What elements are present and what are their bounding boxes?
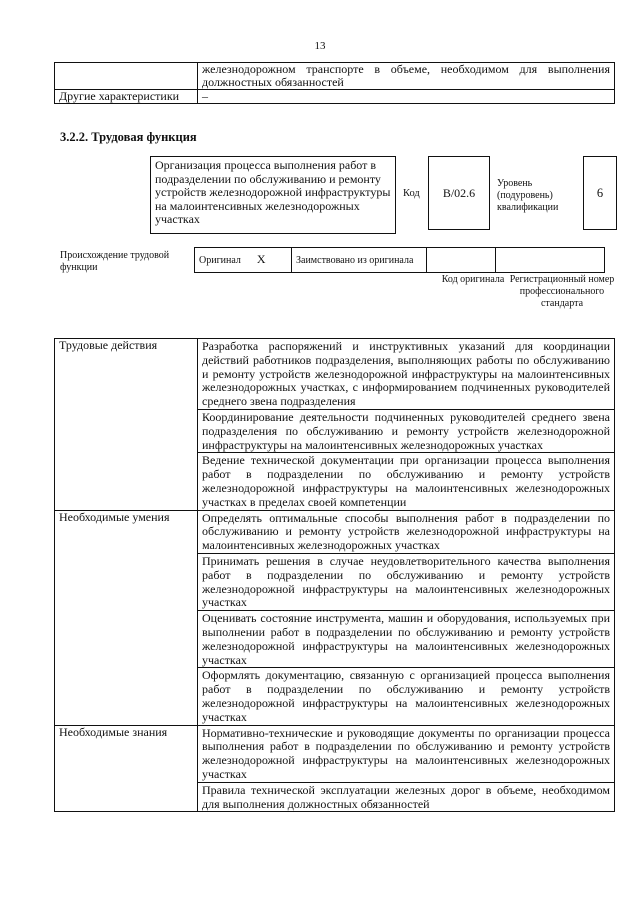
page-number: 13	[314, 40, 326, 52]
section-item: Оформлять документацию, связанную с организацией процесса выполнения работ в подразделении по обслуживанию и ремонту устройств железнодорожной инфраструктуры на малоинтенсивных железнодорожных участках	[198, 668, 615, 725]
section-item: Принимать решения в случае неудовлетворительного качества выполнения работ в подразделении по обслуживанию и ремонту устройств железнодорожной инфраструктуры на малоинтенсивных железнодорожных участках	[198, 553, 615, 610]
section-item: Нормативно-технические и руководящие документы по организации процесса выполнения работ в подразделении по обслуживанию и ремонту устройств железнодорожной инфраструктуры на малоинтенсивных железнодорожных участках	[198, 725, 615, 782]
table-row	[55, 339, 615, 410]
section-item: Ведение технической документации при организации процесса выполнения работ в подразделении по обслуживанию и ремонту устройств железнодорожной инфраструктуры на малоинтенсивных железнодорожных участках в пределах своей компетенции	[198, 453, 615, 510]
section-item: Оценивать состояние инструмента, машин и оборудования, используемых при выполнении работ в подразделении по обслуживанию и ремонту устройств железнодорожной инфраструктуры на малоинтенсивных железнодорожных участках	[198, 611, 615, 668]
registration-number-cell	[496, 248, 605, 273]
section-item: Разработка распоряжений и инструктивных указаний для координации действий работников подразделения, выполняющих работы по обслуживанию и ремонту устройств железнодорожной инфраструктуры на малоинтенсивных железнодорожных участках, с информированием подчиненных руководителей среднего звена подразделения	[198, 339, 615, 410]
original-cell	[195, 248, 292, 273]
caption-original-code: Код оригинала	[441, 274, 505, 285]
function-code: B/02.6	[428, 156, 490, 230]
original-label: Оригинал	[199, 255, 241, 266]
top-table-continued-text: железнодорожном транспорте в объеме, необходимом для выполнения должностных обязанностей	[198, 63, 615, 90]
caption-registration-number: Регистрационный номер профессионального стандарта	[509, 274, 615, 309]
other-characteristics-label: Другие характеристики	[55, 90, 198, 104]
table-row	[55, 725, 615, 782]
section-label: Необходимые умения	[55, 510, 198, 725]
origin-label: Происхождение трудовой функции	[60, 250, 170, 273]
code-label: Код	[403, 188, 420, 199]
other-characteristics-value: –	[198, 90, 615, 104]
level-label: Уровень (подуровень) квалификации	[497, 178, 559, 213]
section-label: Трудовые действия	[55, 339, 198, 511]
main-table-body	[55, 339, 615, 812]
section-item: Правила технической эксплуатации железных дорог в объеме, необходимом для выполнения должностных обязанностей	[198, 782, 615, 812]
origin-table	[194, 247, 605, 273]
top-table	[54, 62, 615, 104]
table-row	[55, 510, 615, 553]
top-table-empty-cell	[55, 63, 198, 90]
main-table	[54, 338, 615, 812]
qualification-level: 6	[583, 156, 617, 230]
function-name: Организация процесса выполнения работ в подразделении по обслуживанию и ремонту устройств железнодорожной инфраструктуры на малоинтенсивных железнодорожных участках	[150, 156, 396, 234]
section-title: 3.2.2. Трудовая функция	[60, 130, 197, 144]
original-mark: X	[256, 252, 266, 266]
section-item: Координирование деятельности подчиненных руководителей среднего звена подразделения по обслуживанию и ремонту устройств железнодорожной инфраструктуры на малоинтенсивных железнодорожных участках	[198, 409, 615, 452]
original-code-cell	[427, 248, 496, 273]
section-item: Определять оптимальные способы выполнения работ в подразделении по обслуживанию и ремонту устройств железнодорожной инфраструктуры на малоинтенсивных железнодорожных участках	[198, 510, 615, 553]
section-label: Необходимые знания	[55, 725, 198, 812]
borrowed-label: Заимствовано из оригинала	[292, 248, 427, 273]
